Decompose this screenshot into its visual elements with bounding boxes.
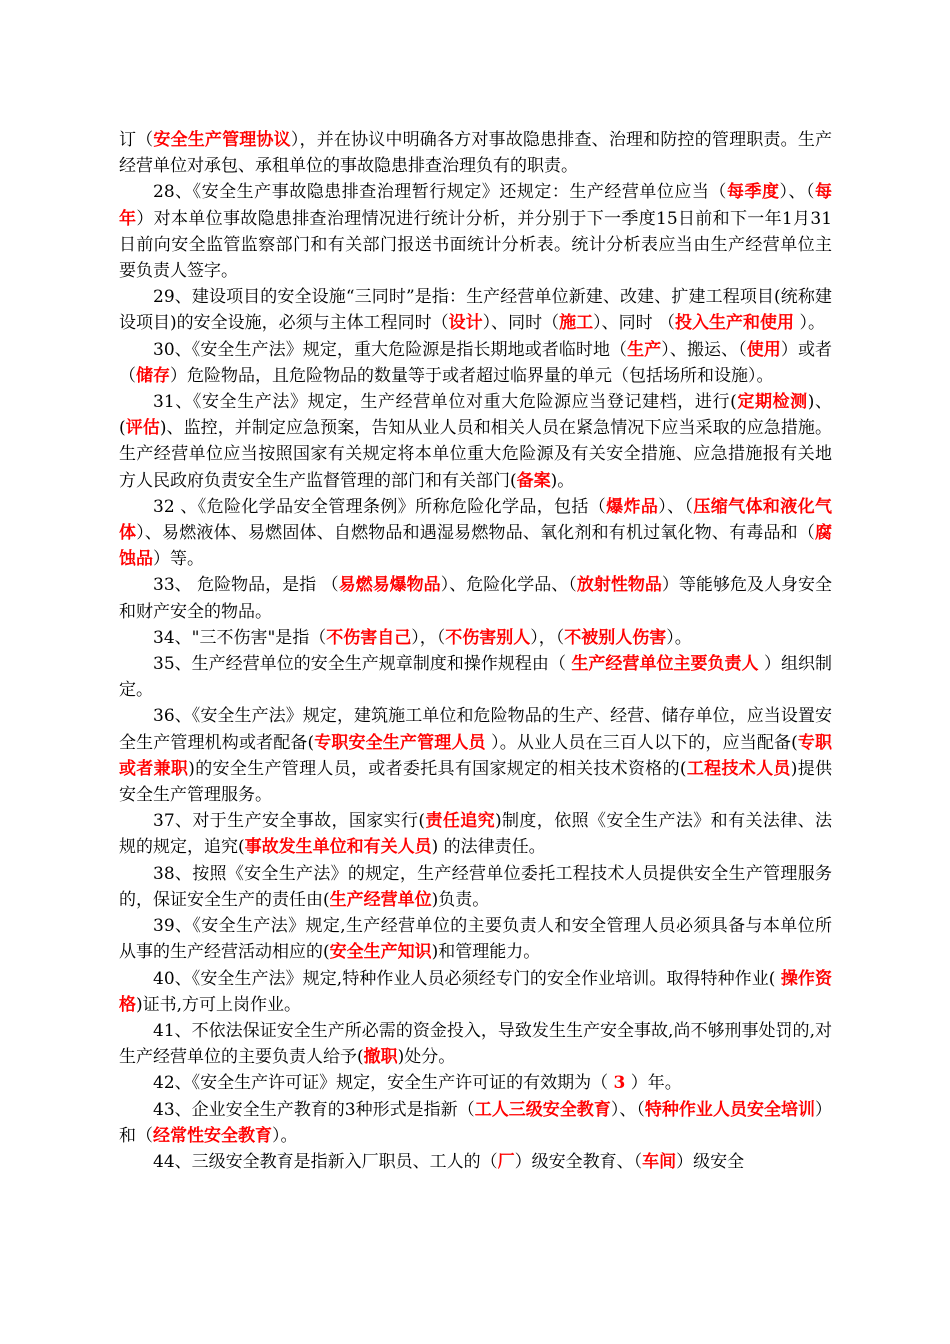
question-text: 42、《安全生产许可证》规定，安全生产许可证的有效期为（ — [153, 1073, 614, 1094]
question-text: 37、对于生产安全事故，国家实行( — [153, 811, 426, 832]
question-text: ）、（ — [779, 182, 815, 203]
answer-text: 不被别人伤害 — [564, 627, 667, 648]
question-text: ）。 — [794, 313, 825, 334]
question-text: ）、（ — [610, 1099, 645, 1120]
question-text: 34、"三不伤害"是指（ — [153, 627, 327, 648]
answer-text: 特种作业人员安全培训 — [644, 1099, 816, 1120]
question-text: ）、同时 （ — [593, 313, 676, 334]
answer-text: 使用 — [746, 339, 781, 360]
question-34 — [119, 625, 832, 651]
answer-text: 经常性安全教育 — [153, 1125, 272, 1146]
question-32 — [119, 494, 832, 573]
question-text: ）。 — [272, 1125, 298, 1146]
question-text: 订（ — [119, 130, 154, 150]
question-text: ）、搬运、（ — [661, 339, 747, 360]
question-text: ）、同时（ — [482, 313, 560, 334]
question-text: )证书,方可上岗作业。 — [136, 994, 302, 1015]
answer-text: 操作资格 — [119, 968, 832, 1015]
question-29 — [119, 284, 832, 336]
question-text: 29、建设项目的安全设施“三同时”是指：生产经营单位新建、改建、扩建工程项目(统称建设项目)的安全设施，必须与主体工程同时（ — [119, 287, 832, 334]
question-text: 31、《安全生产法》规定，生产经营单位对重大危险源应当登记建档，进行( — [153, 392, 737, 413]
question-37 — [119, 808, 832, 860]
answer-text: 腐蚀品 — [119, 523, 833, 570]
answer-text: 设计 — [448, 313, 483, 334]
answer-text: 每年 — [119, 182, 832, 229]
question-text: ）等。 — [153, 549, 204, 570]
question-text: ) 的法律责任。 — [431, 837, 546, 858]
question-text: )和管理能力。 — [431, 942, 541, 963]
answer-text: 放射性物品 — [576, 575, 662, 596]
answer-text: 储存 — [136, 365, 170, 386]
answer-text: 压缩气体和液化气体 — [119, 496, 833, 544]
question-30 — [119, 337, 832, 389]
question-text: )、监控，并制定应急预案，告知从业人员和相关人员在紧急情况下应当采取的应急措施。生产经营单位应当按照国家有关规定将本单位重大危险源及有关安全措施、应急措施报有关地方人民政府负责安全生产监督管理的部门和有关部门( — [119, 418, 832, 491]
question-35 — [119, 651, 832, 703]
question-44 — [119, 1149, 832, 1175]
answer-text: 定期检测 — [736, 392, 808, 413]
question-text: 39、《安全生产法》规定,生产经营单位的主要负责人和安全管理人员必须具备与本单位所从事的生产经营活动相应的( — [119, 916, 832, 963]
answer-text: 厂 — [497, 1151, 515, 1172]
answer-text: 评估 — [125, 418, 160, 439]
question-text: 44、三级安全教育是指新入厂职员、工人的（ — [153, 1151, 498, 1172]
document-page — [119, 127, 832, 1175]
answer-text: 施工 — [559, 313, 594, 334]
question-36 — [119, 703, 832, 808]
answer-text: 撤职 — [363, 1047, 398, 1068]
question-28 — [119, 179, 832, 284]
question-text: 41、不依法保证安全生产所必需的资金投入，导致发生生产安全事故,尚不够刑事处罚的,对生产经营单位的主要负责人给予( — [119, 1020, 832, 1068]
question-text: 40、《安全生产法》规定,特种作业人员必须经专门的安全作业培训。取得特种作业( — [153, 968, 781, 989]
question-text: 30、《安全生产法》规定，重大危险源是指长期地或者临时地（ — [153, 339, 628, 360]
question-43 — [119, 1097, 832, 1149]
answer-text: 不伤害别人 — [445, 627, 531, 648]
answer-text: 专职或者兼职 — [119, 732, 833, 779]
answer-text: 责任追究 — [425, 811, 496, 832]
question-text: 36、《安全生产法》规定，建筑施工单位和危险物品的生产、经营、储存单位，应当设置安全生产管理机构或者配备( — [119, 706, 832, 753]
answer-text: 每季度 — [726, 182, 780, 203]
question-text: ），（ — [530, 627, 565, 648]
question-text: )的安全生产管理人员，或者委托具有国家规定的相关技术资格的( — [188, 758, 687, 779]
question-text: ）级安全 — [676, 1151, 745, 1172]
question-text: ）或者（ — [119, 339, 833, 386]
question-33 — [119, 572, 832, 624]
question-text: 28、《安全生产事故隐患排查治理暂行规定》还规定：生产经营单位应当（ — [153, 182, 727, 203]
answer-text: 工程技术人员 — [686, 758, 791, 779]
answer-text: 工人三级安全教育 — [474, 1099, 611, 1120]
question-text: )、( — [119, 392, 833, 439]
question-text: 38、按照《安全生产法》的规定，生产经营单位委托工程技术人员提供安全生产管理服务的，保证安全生产的责任由( — [119, 863, 832, 910]
question-text: 32 、《危险化学品安全管理条例》所称危险化学品，包括（ — [153, 496, 607, 517]
question-continuation — [119, 127, 832, 179]
answer-text: 生产经营单位主要负责人 — [571, 654, 759, 675]
question-text: 35、生产经营单位的安全生产规章制度和操作规程由（ — [153, 654, 572, 675]
answer-text: 安全生产管理协议 — [153, 130, 291, 150]
question-text: ）组织制定。 — [119, 654, 833, 701]
question-38 — [119, 861, 832, 913]
document-body — [119, 127, 832, 1175]
question-40 — [119, 966, 832, 1018]
question-text: ）对本单位事故隐患排查治理情况进行统计分析，并分别于下一季度15日前和下一年1月31日前向安全监管监察部门和有关部门报送书面统计分析表。统计分析表应当由生产经营单位主要负责人签字。 — [119, 208, 833, 282]
question-text: )处分。 — [397, 1047, 456, 1068]
question-text: ）危险物品，且危险物品的数量等于或者超过临界量的单元（包括场所和设施）。 — [170, 365, 774, 386]
question-text: ）和（ — [119, 1099, 833, 1146]
question-41 — [119, 1018, 832, 1070]
answer-text: 事故发生单位和有关人员 — [244, 837, 432, 858]
question-text: ）、易燃液体、易燃固体、自燃物品和遇湿易燃物品、氧化剂和有机过氧化物、有毒品和（ — [136, 523, 816, 544]
answer-text: 专职安全生产管理人员 — [314, 732, 486, 753]
question-text: )负责。 — [431, 889, 490, 910]
question-text: )。 — [550, 470, 575, 491]
question-text: ）年。 — [625, 1073, 682, 1094]
answer-text: 安全生产知识 — [329, 942, 432, 963]
question-text: )提供安全生产管理服务。 — [119, 758, 833, 806]
question-42 — [119, 1070, 832, 1096]
question-text: ）、危险化学品、（ — [440, 575, 577, 596]
answer-text: 投入生产和使用 — [675, 313, 795, 334]
question-text: ），（ — [411, 627, 446, 648]
question-39 — [119, 913, 832, 965]
question-text: ）。 — [666, 627, 692, 648]
answer-text: 不伤害自己 — [326, 627, 412, 648]
question-text: ）等能够危及人身安全和财产安全的物品。 — [119, 575, 833, 622]
question-text: ），并在协议中明确各方对事故隐患排查、治理和防控的管理职责。生产经营单位对承包、承租单位的事故隐患排查治理负有的职责。 — [119, 130, 833, 177]
question-text: ）。从业人员在三百人以下的，应当配备( — [485, 732, 798, 753]
answer-text: 3 — [613, 1073, 626, 1094]
question-31 — [119, 389, 832, 494]
question-text: )制度，依照《安全生产法》和有关法律、法规的规定，追究( — [119, 811, 833, 858]
question-text: 33、 危险物品，是指 （ — [153, 575, 339, 596]
question-text: 43、企业安全生产教育的3种形式是指新（ — [153, 1099, 475, 1120]
answer-text: 备案 — [516, 470, 551, 491]
answer-text: 车间 — [642, 1151, 677, 1172]
answer-text: 爆炸品 — [606, 496, 659, 517]
question-text: ）级安全教育、（ — [514, 1151, 643, 1172]
answer-text: 生产经营单位 — [329, 889, 432, 910]
answer-text: 易燃易爆物品 — [338, 575, 441, 596]
question-text: ）、（ — [658, 496, 694, 517]
answer-text: 生产 — [627, 339, 662, 360]
